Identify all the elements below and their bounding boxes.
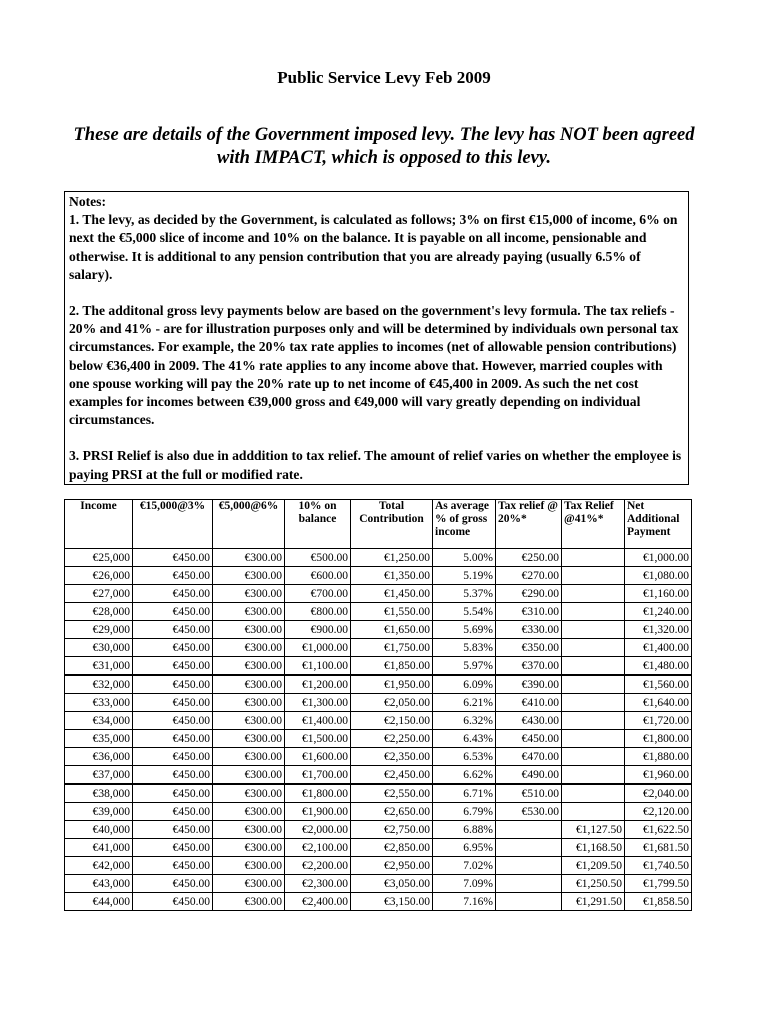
cell-levy-10pct-balance: €1,400.00 <box>285 712 351 730</box>
header-net-additional-payment: Net Additional Payment <box>625 500 692 549</box>
cell-avg-percent: 6.53% <box>433 748 496 766</box>
cell-tax-relief-20: €290.00 <box>496 585 562 603</box>
cell-tax-relief-20: €330.00 <box>496 621 562 639</box>
cell-total-contribution: €1,350.00 <box>351 567 433 585</box>
cell-tax-relief-20: €430.00 <box>496 712 562 730</box>
cell-levy-15000-3pct: €450.00 <box>133 603 213 621</box>
cell-tax-relief-41 <box>562 621 625 639</box>
cell-avg-percent: 6.71% <box>433 784 496 803</box>
table-row <box>65 730 692 748</box>
cell-net-additional-payment: €1,740.50 <box>625 857 692 875</box>
table-row <box>65 875 692 893</box>
cell-tax-relief-20: €270.00 <box>496 567 562 585</box>
table-row <box>65 694 692 712</box>
cell-total-contribution: €2,050.00 <box>351 694 433 712</box>
cell-income: €44,000 <box>65 893 133 911</box>
cell-levy-5000-6pct: €300.00 <box>213 748 285 766</box>
cell-total-contribution: €1,450.00 <box>351 585 433 603</box>
header-average-percent: As average % of gross income <box>433 500 496 549</box>
cell-levy-10pct-balance: €1,300.00 <box>285 694 351 712</box>
cell-tax-relief-20: €410.00 <box>496 694 562 712</box>
cell-avg-percent: 5.00% <box>433 549 496 567</box>
cell-income: €40,000 <box>65 821 133 839</box>
cell-total-contribution: €1,750.00 <box>351 639 433 657</box>
cell-tax-relief-41: €1,291.50 <box>562 893 625 911</box>
cell-levy-5000-6pct: €300.00 <box>213 621 285 639</box>
table-row <box>65 675 692 694</box>
cell-net-additional-payment: €1,240.00 <box>625 603 692 621</box>
header-15000-at-3: €15,000@3% <box>133 500 213 549</box>
cell-tax-relief-41 <box>562 784 625 803</box>
cell-net-additional-payment: €1,800.00 <box>625 730 692 748</box>
cell-income: €28,000 <box>65 603 133 621</box>
table-row <box>65 821 692 839</box>
header-income: Income <box>65 500 133 549</box>
cell-avg-percent: 6.62% <box>433 766 496 785</box>
note-3: 3. PRSI Relief is also due in adddition to tax relief. The amount of relief varies on whether the employee is paying PRSI at the full or modified rate. <box>69 448 682 482</box>
cell-levy-5000-6pct: €300.00 <box>213 784 285 803</box>
cell-levy-10pct-balance: €700.00 <box>285 585 351 603</box>
cell-total-contribution: €1,550.00 <box>351 603 433 621</box>
page-title: Public Service Levy Feb 2009 <box>277 68 491 87</box>
cell-net-additional-payment: €1,720.00 <box>625 712 692 730</box>
table-row <box>65 857 692 875</box>
cell-total-contribution: €2,550.00 <box>351 784 433 803</box>
cell-levy-15000-3pct: €450.00 <box>133 567 213 585</box>
cell-net-additional-payment: €1,640.00 <box>625 694 692 712</box>
cell-tax-relief-20 <box>496 893 562 911</box>
cell-income: €30,000 <box>65 639 133 657</box>
cell-net-additional-payment: €1,681.50 <box>625 839 692 857</box>
cell-total-contribution: €1,650.00 <box>351 621 433 639</box>
notes-heading: Notes: <box>69 194 106 209</box>
cell-levy-5000-6pct: €300.00 <box>213 766 285 785</box>
cell-tax-relief-41 <box>562 639 625 657</box>
cell-tax-relief-41: €1,250.50 <box>562 875 625 893</box>
page-subtitle: These are details of the Government imposed levy. The levy has NOT been agreed with IMPACT, which is opposed to this levy. <box>73 125 695 168</box>
cell-income: €26,000 <box>65 567 133 585</box>
cell-tax-relief-41: €1,168.50 <box>562 839 625 857</box>
cell-net-additional-payment: €1,799.50 <box>625 875 692 893</box>
cell-income: €37,000 <box>65 766 133 785</box>
cell-net-additional-payment: €1,160.00 <box>625 585 692 603</box>
notes-box <box>64 191 689 485</box>
note-1: 1. The levy, as decided by the Government, is calculated as follows; 3% on first €15,000 of income, 6% on next the €5,000 slice of income and 10% on the balance. It is payable on all income, pensionable and otherwise. It is additional to any pension contribution that you are already paying (usually 6.5% of salary). <box>69 212 678 282</box>
cell-tax-relief-20: €390.00 <box>496 675 562 694</box>
table-row <box>65 585 692 603</box>
table-body <box>65 549 692 911</box>
cell-total-contribution: €2,250.00 <box>351 730 433 748</box>
cell-net-additional-payment: €2,040.00 <box>625 784 692 803</box>
cell-total-contribution: €2,750.00 <box>351 821 433 839</box>
cell-avg-percent: 5.19% <box>433 567 496 585</box>
table-header-row <box>65 500 692 549</box>
cell-avg-percent: 6.21% <box>433 694 496 712</box>
cell-tax-relief-20: €310.00 <box>496 603 562 621</box>
cell-levy-10pct-balance: €1,700.00 <box>285 766 351 785</box>
cell-tax-relief-20 <box>496 875 562 893</box>
cell-levy-5000-6pct: €300.00 <box>213 803 285 821</box>
cell-levy-10pct-balance: €1,200.00 <box>285 675 351 694</box>
cell-levy-15000-3pct: €450.00 <box>133 675 213 694</box>
cell-levy-15000-3pct: €450.00 <box>133 639 213 657</box>
cell-levy-5000-6pct: €300.00 <box>213 712 285 730</box>
cell-tax-relief-20: €530.00 <box>496 803 562 821</box>
cell-tax-relief-20 <box>496 857 562 875</box>
cell-levy-5000-6pct: €300.00 <box>213 567 285 585</box>
cell-net-additional-payment: €1,320.00 <box>625 621 692 639</box>
cell-levy-10pct-balance: €2,100.00 <box>285 839 351 857</box>
cell-levy-10pct-balance: €2,300.00 <box>285 875 351 893</box>
table-row <box>65 766 692 785</box>
cell-tax-relief-41 <box>562 675 625 694</box>
cell-total-contribution: €3,150.00 <box>351 893 433 911</box>
cell-income: €39,000 <box>65 803 133 821</box>
cell-tax-relief-41 <box>562 766 625 785</box>
cell-total-contribution: €2,450.00 <box>351 766 433 785</box>
cell-tax-relief-41: €1,209.50 <box>562 857 625 875</box>
table-row <box>65 712 692 730</box>
cell-levy-5000-6pct: €300.00 <box>213 875 285 893</box>
cell-levy-5000-6pct: €300.00 <box>213 585 285 603</box>
cell-levy-5000-6pct: €300.00 <box>213 821 285 839</box>
cell-levy-10pct-balance: €2,400.00 <box>285 893 351 911</box>
table-row <box>65 839 692 857</box>
cell-income: €32,000 <box>65 675 133 694</box>
cell-avg-percent: 5.83% <box>433 639 496 657</box>
cell-levy-5000-6pct: €300.00 <box>213 893 285 911</box>
cell-income: €41,000 <box>65 839 133 857</box>
cell-levy-10pct-balance: €800.00 <box>285 603 351 621</box>
cell-levy-10pct-balance: €1,900.00 <box>285 803 351 821</box>
cell-avg-percent: 6.88% <box>433 821 496 839</box>
table-row <box>65 748 692 766</box>
cell-tax-relief-20: €450.00 <box>496 730 562 748</box>
cell-net-additional-payment: €1,400.00 <box>625 639 692 657</box>
cell-total-contribution: €2,350.00 <box>351 748 433 766</box>
cell-income: €34,000 <box>65 712 133 730</box>
table-row <box>65 803 692 821</box>
cell-levy-5000-6pct: €300.00 <box>213 657 285 676</box>
cell-tax-relief-20: €470.00 <box>496 748 562 766</box>
cell-net-additional-payment: €2,120.00 <box>625 803 692 821</box>
cell-levy-10pct-balance: €500.00 <box>285 549 351 567</box>
cell-levy-15000-3pct: €450.00 <box>133 748 213 766</box>
cell-net-additional-payment: €1,480.00 <box>625 657 692 676</box>
cell-levy-5000-6pct: €300.00 <box>213 857 285 875</box>
cell-income: €29,000 <box>65 621 133 639</box>
cell-levy-10pct-balance: €900.00 <box>285 621 351 639</box>
cell-total-contribution: €3,050.00 <box>351 875 433 893</box>
header-tax-relief-41: Tax Relief @41%* <box>562 500 625 549</box>
cell-tax-relief-41 <box>562 603 625 621</box>
cell-avg-percent: 6.09% <box>433 675 496 694</box>
cell-tax-relief-20: €510.00 <box>496 784 562 803</box>
cell-levy-5000-6pct: €300.00 <box>213 730 285 748</box>
cell-avg-percent: 6.79% <box>433 803 496 821</box>
cell-income: €33,000 <box>65 694 133 712</box>
table-row <box>65 893 692 911</box>
cell-levy-15000-3pct: €450.00 <box>133 766 213 785</box>
cell-levy-10pct-balance: €1,800.00 <box>285 784 351 803</box>
table-row <box>65 784 692 803</box>
cell-levy-5000-6pct: €300.00 <box>213 694 285 712</box>
cell-tax-relief-41 <box>562 748 625 766</box>
cell-levy-15000-3pct: €450.00 <box>133 875 213 893</box>
header-tax-relief-20: Tax relief @ 20%* <box>496 500 562 549</box>
cell-net-additional-payment: €1,000.00 <box>625 549 692 567</box>
header-5000-at-6: €5,000@6% <box>213 500 285 549</box>
cell-total-contribution: €2,650.00 <box>351 803 433 821</box>
cell-tax-relief-20: €490.00 <box>496 766 562 785</box>
table-row <box>65 639 692 657</box>
table-row <box>65 549 692 567</box>
cell-levy-15000-3pct: €450.00 <box>133 839 213 857</box>
cell-levy-10pct-balance: €1,100.00 <box>285 657 351 676</box>
cell-tax-relief-20: €370.00 <box>496 657 562 676</box>
note-2: 2. The additonal gross levy payments below are based on the government's levy formula. The tax reliefs - 20% and 41% - are for illustration purposes only and will be determined by individuals own personal tax circumstances. For example, the 20% tax rate applies to incomes (net of allowable pension contributions) below €36,400 in 2009. The 41% rate applies to any income above that. However, married couples with one spouse working will pay the 20% rate up to net income of €45,400 in 2009. As such the net cost examples for incomes between €39,000 gross and €49,000 will vary greatly depending on individual circumstances. <box>69 303 679 428</box>
cell-total-contribution: €2,950.00 <box>351 857 433 875</box>
cell-avg-percent: 5.54% <box>433 603 496 621</box>
cell-levy-15000-3pct: €450.00 <box>133 730 213 748</box>
cell-income: €43,000 <box>65 875 133 893</box>
cell-net-additional-payment: €1,080.00 <box>625 567 692 585</box>
cell-tax-relief-41 <box>562 549 625 567</box>
cell-net-additional-payment: €1,880.00 <box>625 748 692 766</box>
cell-tax-relief-41 <box>562 803 625 821</box>
cell-tax-relief-41 <box>562 694 625 712</box>
cell-levy-15000-3pct: €450.00 <box>133 549 213 567</box>
cell-levy-10pct-balance: €2,000.00 <box>285 821 351 839</box>
cell-levy-15000-3pct: €450.00 <box>133 712 213 730</box>
cell-levy-15000-3pct: €450.00 <box>133 621 213 639</box>
cell-avg-percent: 5.69% <box>433 621 496 639</box>
cell-tax-relief-41: €1,127.50 <box>562 821 625 839</box>
cell-income: €36,000 <box>65 748 133 766</box>
levy-table <box>64 499 692 911</box>
cell-avg-percent: 7.09% <box>433 875 496 893</box>
table-row <box>65 657 692 676</box>
cell-levy-15000-3pct: €450.00 <box>133 857 213 875</box>
cell-tax-relief-41 <box>562 712 625 730</box>
cell-net-additional-payment: €1,858.50 <box>625 893 692 911</box>
cell-levy-5000-6pct: €300.00 <box>213 549 285 567</box>
cell-levy-15000-3pct: €450.00 <box>133 803 213 821</box>
cell-net-additional-payment: €1,560.00 <box>625 675 692 694</box>
cell-levy-15000-3pct: €450.00 <box>133 784 213 803</box>
cell-levy-10pct-balance: €1,500.00 <box>285 730 351 748</box>
cell-levy-15000-3pct: €450.00 <box>133 694 213 712</box>
table-row <box>65 621 692 639</box>
cell-avg-percent: 7.16% <box>433 893 496 911</box>
cell-income: €38,000 <box>65 784 133 803</box>
cell-levy-10pct-balance: €2,200.00 <box>285 857 351 875</box>
cell-avg-percent: 6.32% <box>433 712 496 730</box>
cell-levy-5000-6pct: €300.00 <box>213 675 285 694</box>
cell-tax-relief-41 <box>562 730 625 748</box>
cell-income: €35,000 <box>65 730 133 748</box>
cell-levy-15000-3pct: €450.00 <box>133 585 213 603</box>
cell-tax-relief-41 <box>562 657 625 676</box>
cell-levy-15000-3pct: €450.00 <box>133 893 213 911</box>
cell-levy-10pct-balance: €1,600.00 <box>285 748 351 766</box>
cell-tax-relief-20: €350.00 <box>496 639 562 657</box>
header-total-contribution: Total Contribution <box>351 500 433 549</box>
header-10-on-balance: 10% on balance <box>285 500 351 549</box>
table-row <box>65 603 692 621</box>
cell-levy-5000-6pct: €300.00 <box>213 603 285 621</box>
cell-net-additional-payment: €1,960.00 <box>625 766 692 785</box>
cell-avg-percent: 7.02% <box>433 857 496 875</box>
cell-levy-15000-3pct: €450.00 <box>133 821 213 839</box>
cell-total-contribution: €1,250.00 <box>351 549 433 567</box>
cell-tax-relief-20: €250.00 <box>496 549 562 567</box>
cell-avg-percent: 5.37% <box>433 585 496 603</box>
cell-tax-relief-41 <box>562 567 625 585</box>
cell-net-additional-payment: €1,622.50 <box>625 821 692 839</box>
cell-avg-percent: 6.43% <box>433 730 496 748</box>
cell-levy-10pct-balance: €600.00 <box>285 567 351 585</box>
cell-total-contribution: €1,850.00 <box>351 657 433 676</box>
cell-levy-5000-6pct: €300.00 <box>213 639 285 657</box>
cell-total-contribution: €2,850.00 <box>351 839 433 857</box>
cell-tax-relief-20 <box>496 839 562 857</box>
cell-total-contribution: €1,950.00 <box>351 675 433 694</box>
cell-total-contribution: €2,150.00 <box>351 712 433 730</box>
cell-income: €31,000 <box>65 657 133 676</box>
cell-levy-10pct-balance: €1,000.00 <box>285 639 351 657</box>
cell-income: €25,000 <box>65 549 133 567</box>
cell-tax-relief-41 <box>562 585 625 603</box>
cell-avg-percent: 5.97% <box>433 657 496 676</box>
cell-tax-relief-20 <box>496 821 562 839</box>
table-row <box>65 567 692 585</box>
cell-income: €42,000 <box>65 857 133 875</box>
cell-avg-percent: 6.95% <box>433 839 496 857</box>
cell-income: €27,000 <box>65 585 133 603</box>
cell-levy-5000-6pct: €300.00 <box>213 839 285 857</box>
cell-levy-15000-3pct: €450.00 <box>133 657 213 676</box>
